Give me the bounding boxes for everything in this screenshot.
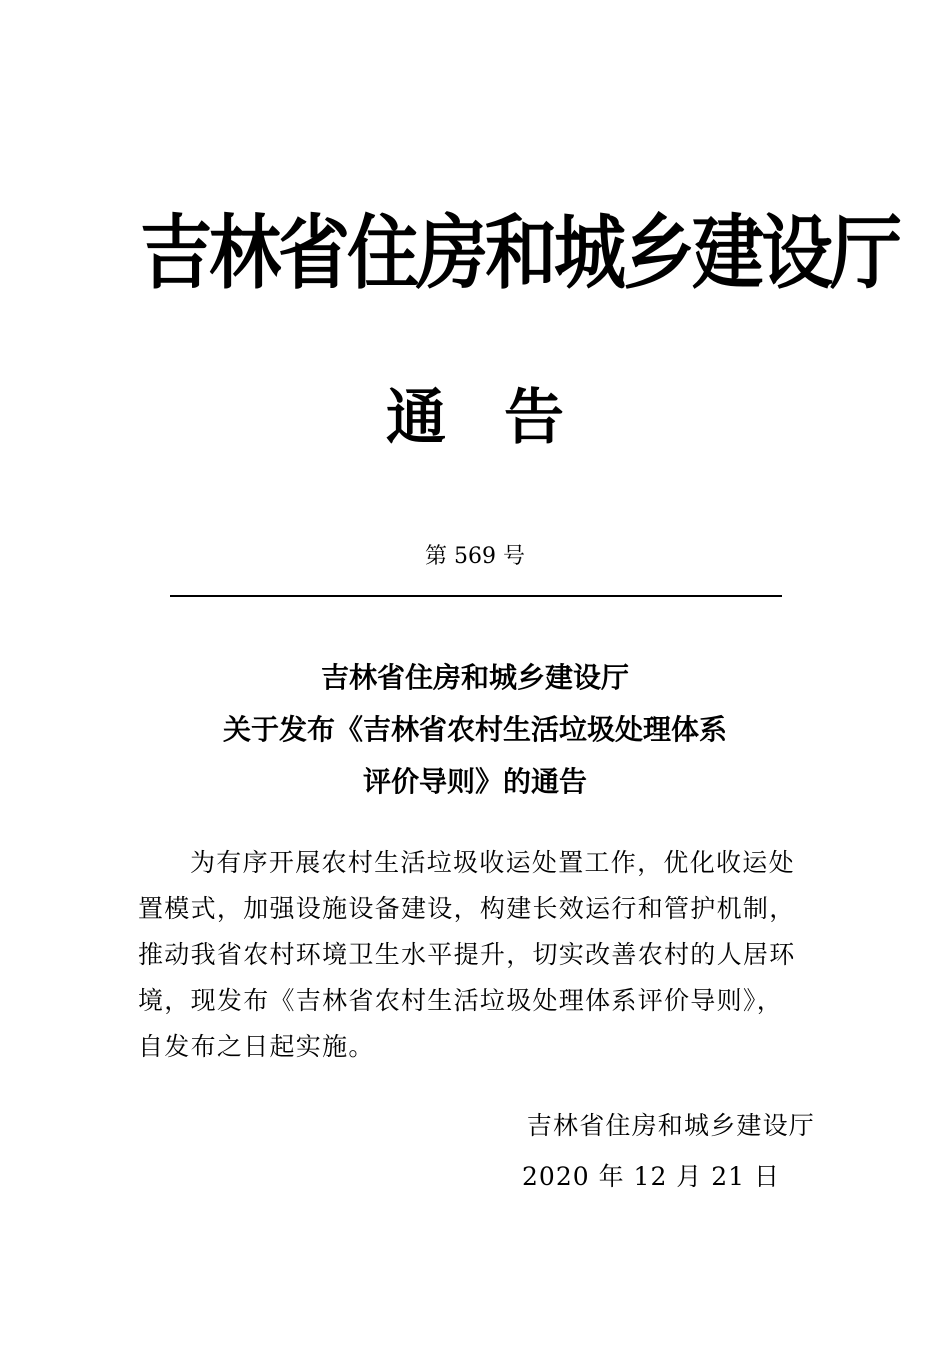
body-line: 境，现发布《吉林省农村生活垃圾处理体系评价导则》， bbox=[138, 986, 784, 1015]
body-line: 推动我省农村环境卫生水平提升，切实改善农村的人居环 bbox=[138, 940, 796, 969]
issuer-header: 吉林省住房和城乡建设厅 bbox=[140, 205, 900, 301]
notice-type-title: 通告 bbox=[386, 383, 622, 453]
body-text bbox=[138, 840, 818, 1070]
signature-organization: 吉林省住房和城乡建设厅 bbox=[526, 1111, 815, 1140]
notice-number: 第 569 号 bbox=[425, 544, 525, 569]
document-title-line: 评价导则》的通告 bbox=[362, 765, 587, 798]
document-title bbox=[140, 652, 810, 808]
header-divider bbox=[170, 595, 782, 597]
body-line: 置模式，加强设施设备建设，构建长效运行和管护机制， bbox=[138, 894, 796, 923]
body-line: 自发布之日起实施。 bbox=[138, 1032, 375, 1061]
document-title-line: 关于发布《吉林省农村生活垃圾处理体系 bbox=[222, 713, 727, 746]
signature-date: 2020 年 12 月 21 日 bbox=[522, 1162, 780, 1191]
document-title-line: 吉林省住房和城乡建设厅 bbox=[320, 661, 629, 694]
body-line: 为有序开展农村生活垃圾收运处置工作，优化收运处 bbox=[190, 848, 795, 877]
